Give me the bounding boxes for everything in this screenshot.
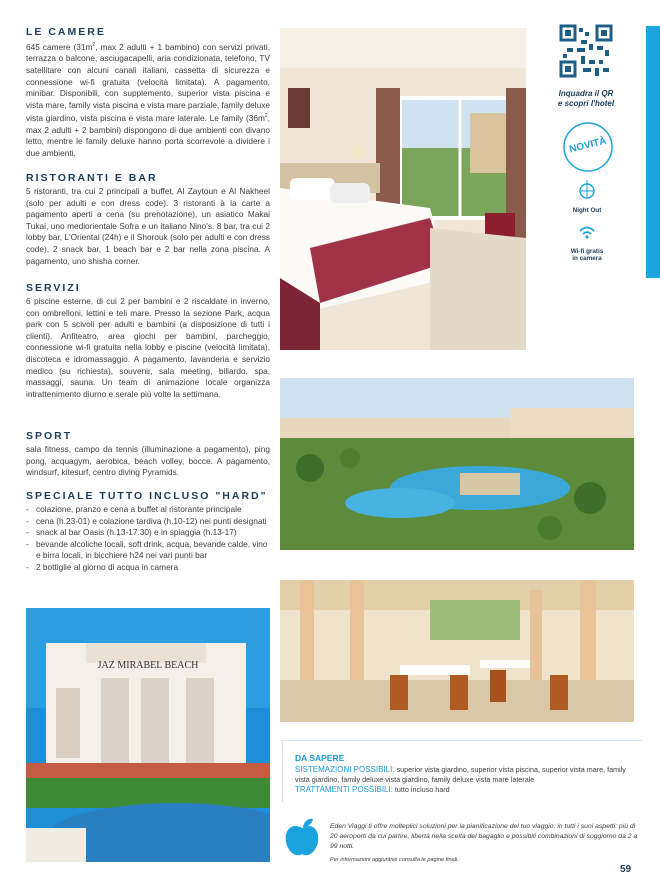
wifi-icon [577, 222, 597, 242]
heading-servizi: SERVIZI [26, 282, 81, 294]
inclusions-list [26, 504, 270, 574]
photo-bedroom [280, 28, 526, 350]
da-sapere-box [282, 740, 642, 802]
list-item: - snack al bar Oasis (h.13-17.30) e in spiaggia (h.13-17) [26, 527, 270, 539]
list-item: - colazione, pranzo e cena a buffet al ristorante principale [26, 504, 270, 516]
section-servizi [26, 282, 270, 400]
photo-pool-aerial [280, 378, 634, 550]
disco-ball-icon [577, 180, 597, 200]
eden-info [330, 822, 638, 865]
novita-badge [561, 120, 615, 174]
bedroom-image [280, 28, 526, 350]
text-sport: sala fitness, campo da tennis (illuminazione a pagamento), ping pong, acquagym, aerobica, beach volley, bocce. A pagamento, windsurf, kitesurf, centro diving Pyramids. [26, 444, 270, 478]
apple-icon [282, 816, 322, 860]
text-servizi: 6 piscine esterne, di cui 2 per bambini e 2 riscaldate in inverno, con ombrelloni, lettini e teli mare. Presso la sezione Park, acqua park con 5 scivoli per adulti e bambini (a disposizione di tutti i clienti). Anfiteatro, area giochi per bambini, parcheggio, connessione wi-fi gratuita nella lobby e piscine (velocità limitata), discoteca e idromassaggio. A pagamento, lavanderia e servizio medico (su richiesta), souvenir, sala meeting, biliardo, spa, massaggi, sauna. Un team di animazione locale organizza intrattenimento diurno e serale più volte la settimana. [26, 296, 270, 399]
building-sign: JAZ MIRABEL BEACH [97, 660, 199, 671]
photo-restaurant [280, 580, 634, 722]
feature-night-out: Night Out [560, 180, 614, 214]
heading-camere: LE CAMERE [26, 26, 106, 38]
heading-sport: SPORT [26, 430, 73, 442]
building-image [26, 608, 270, 862]
heading-ristoranti: RISTORANTI E BAR [26, 172, 158, 184]
eden-apple-logo [282, 816, 322, 865]
list-item: - cena (h.23-01) e colazione tardiva (h.10-12) nei punti designati [26, 516, 270, 528]
accent-stripe [646, 26, 660, 278]
section-ristoranti [26, 172, 270, 267]
section-camere [26, 26, 270, 159]
eden-note: Per informazioni aggiuntive consulta le pagine finali. [330, 856, 459, 863]
section-speciale [26, 490, 270, 574]
heading-speciale: SPECIALE TUTTO INCLUSO "HARD" [26, 490, 268, 502]
sidebar [552, 24, 620, 109]
badge-text: NOVITÀ [568, 135, 608, 156]
list-item: - 2 bottiglie al giorno di acqua in camera [26, 562, 270, 574]
text-ristoranti: 5 ristoranti, tra cui 2 principali a buffet, Al Zaytoun e Al Nakheel (solo per adulti e con dress code). 3 ristoranti à la carte a pagamento aperti a cena (su prenotazione), un asiatico Makai Tukai, uno mediorientale Sofra e un italiano Nino's. 8 bar, tra cui 2 lobby bar, L'Oriental (24h) e il Shorouk (solo per adulti e con dress code), 2 snack bar, 1 beach bar e 2 bar nella zona piscina. A pagamento, uno shisha corner. [26, 186, 270, 266]
eden-text: Eden Viaggi ti offre molteplici soluzioni per la pianificazione del tuo viaggio, in tutti i suoi aspetti: più di 20 aeroporti da cui partire, libertà nella scelta del bagaglio e possibili combinazioni di soggiorno da 2 a 99 notti. [330, 823, 638, 851]
text-camere: 645 camere ($31m^2$, max 2 adulti + 1 bambino) con servizi privati, terrazza o balcone, asciugacapelli, aria condizionata, telefono, TV satellitare con alcuni canali italiani, cassetta di sicurezza e connessione wi-fi gratuita (velocità limitata). A pagamento, minibar. Disponibili, con supplemento, superior vista piscina e vista mare, family vista piscina e vista mare parziale, family deluxe vista giardino, vista piscina e vista mare laterale. Le family ($36m^2$, max 2 adulti + 2 bambini) dispongono di due ambienti con divano letto, mentre le family deluxe hanno porta scorrevole a dividere i due ambienti. [26, 41, 271, 158]
pool-aerial-image [280, 378, 634, 550]
restaurant-image [280, 580, 634, 722]
feature-wifi: Wi-fi gratis in camera [560, 222, 614, 263]
list-item: - bevande alcoliche locali, soft drink, acqua, bevande calde, vino e birra locali, in bicchiere h24 nei vari punti bar [26, 539, 270, 562]
photo-building [26, 608, 270, 862]
section-sport [26, 430, 270, 479]
qr-caption: Inquadra il QR e scopri l'hotel [557, 89, 615, 108]
sistemazioni-line: SISTEMAZIONI POSSIBILI: superior vista giardino, superior vista piscina, superior vista mare, family vista giardino, family deluxe vista giardino, family deluxe vista mare laterale [295, 765, 626, 784]
qr-code-icon[interactable] [559, 24, 613, 78]
trattamenti-line: TRATTAMENTI POSSIBILI: tutto incluso hard [295, 785, 450, 794]
page-number: 59 [620, 864, 632, 875]
da-sapere-title: DA SAPERE [295, 753, 345, 763]
